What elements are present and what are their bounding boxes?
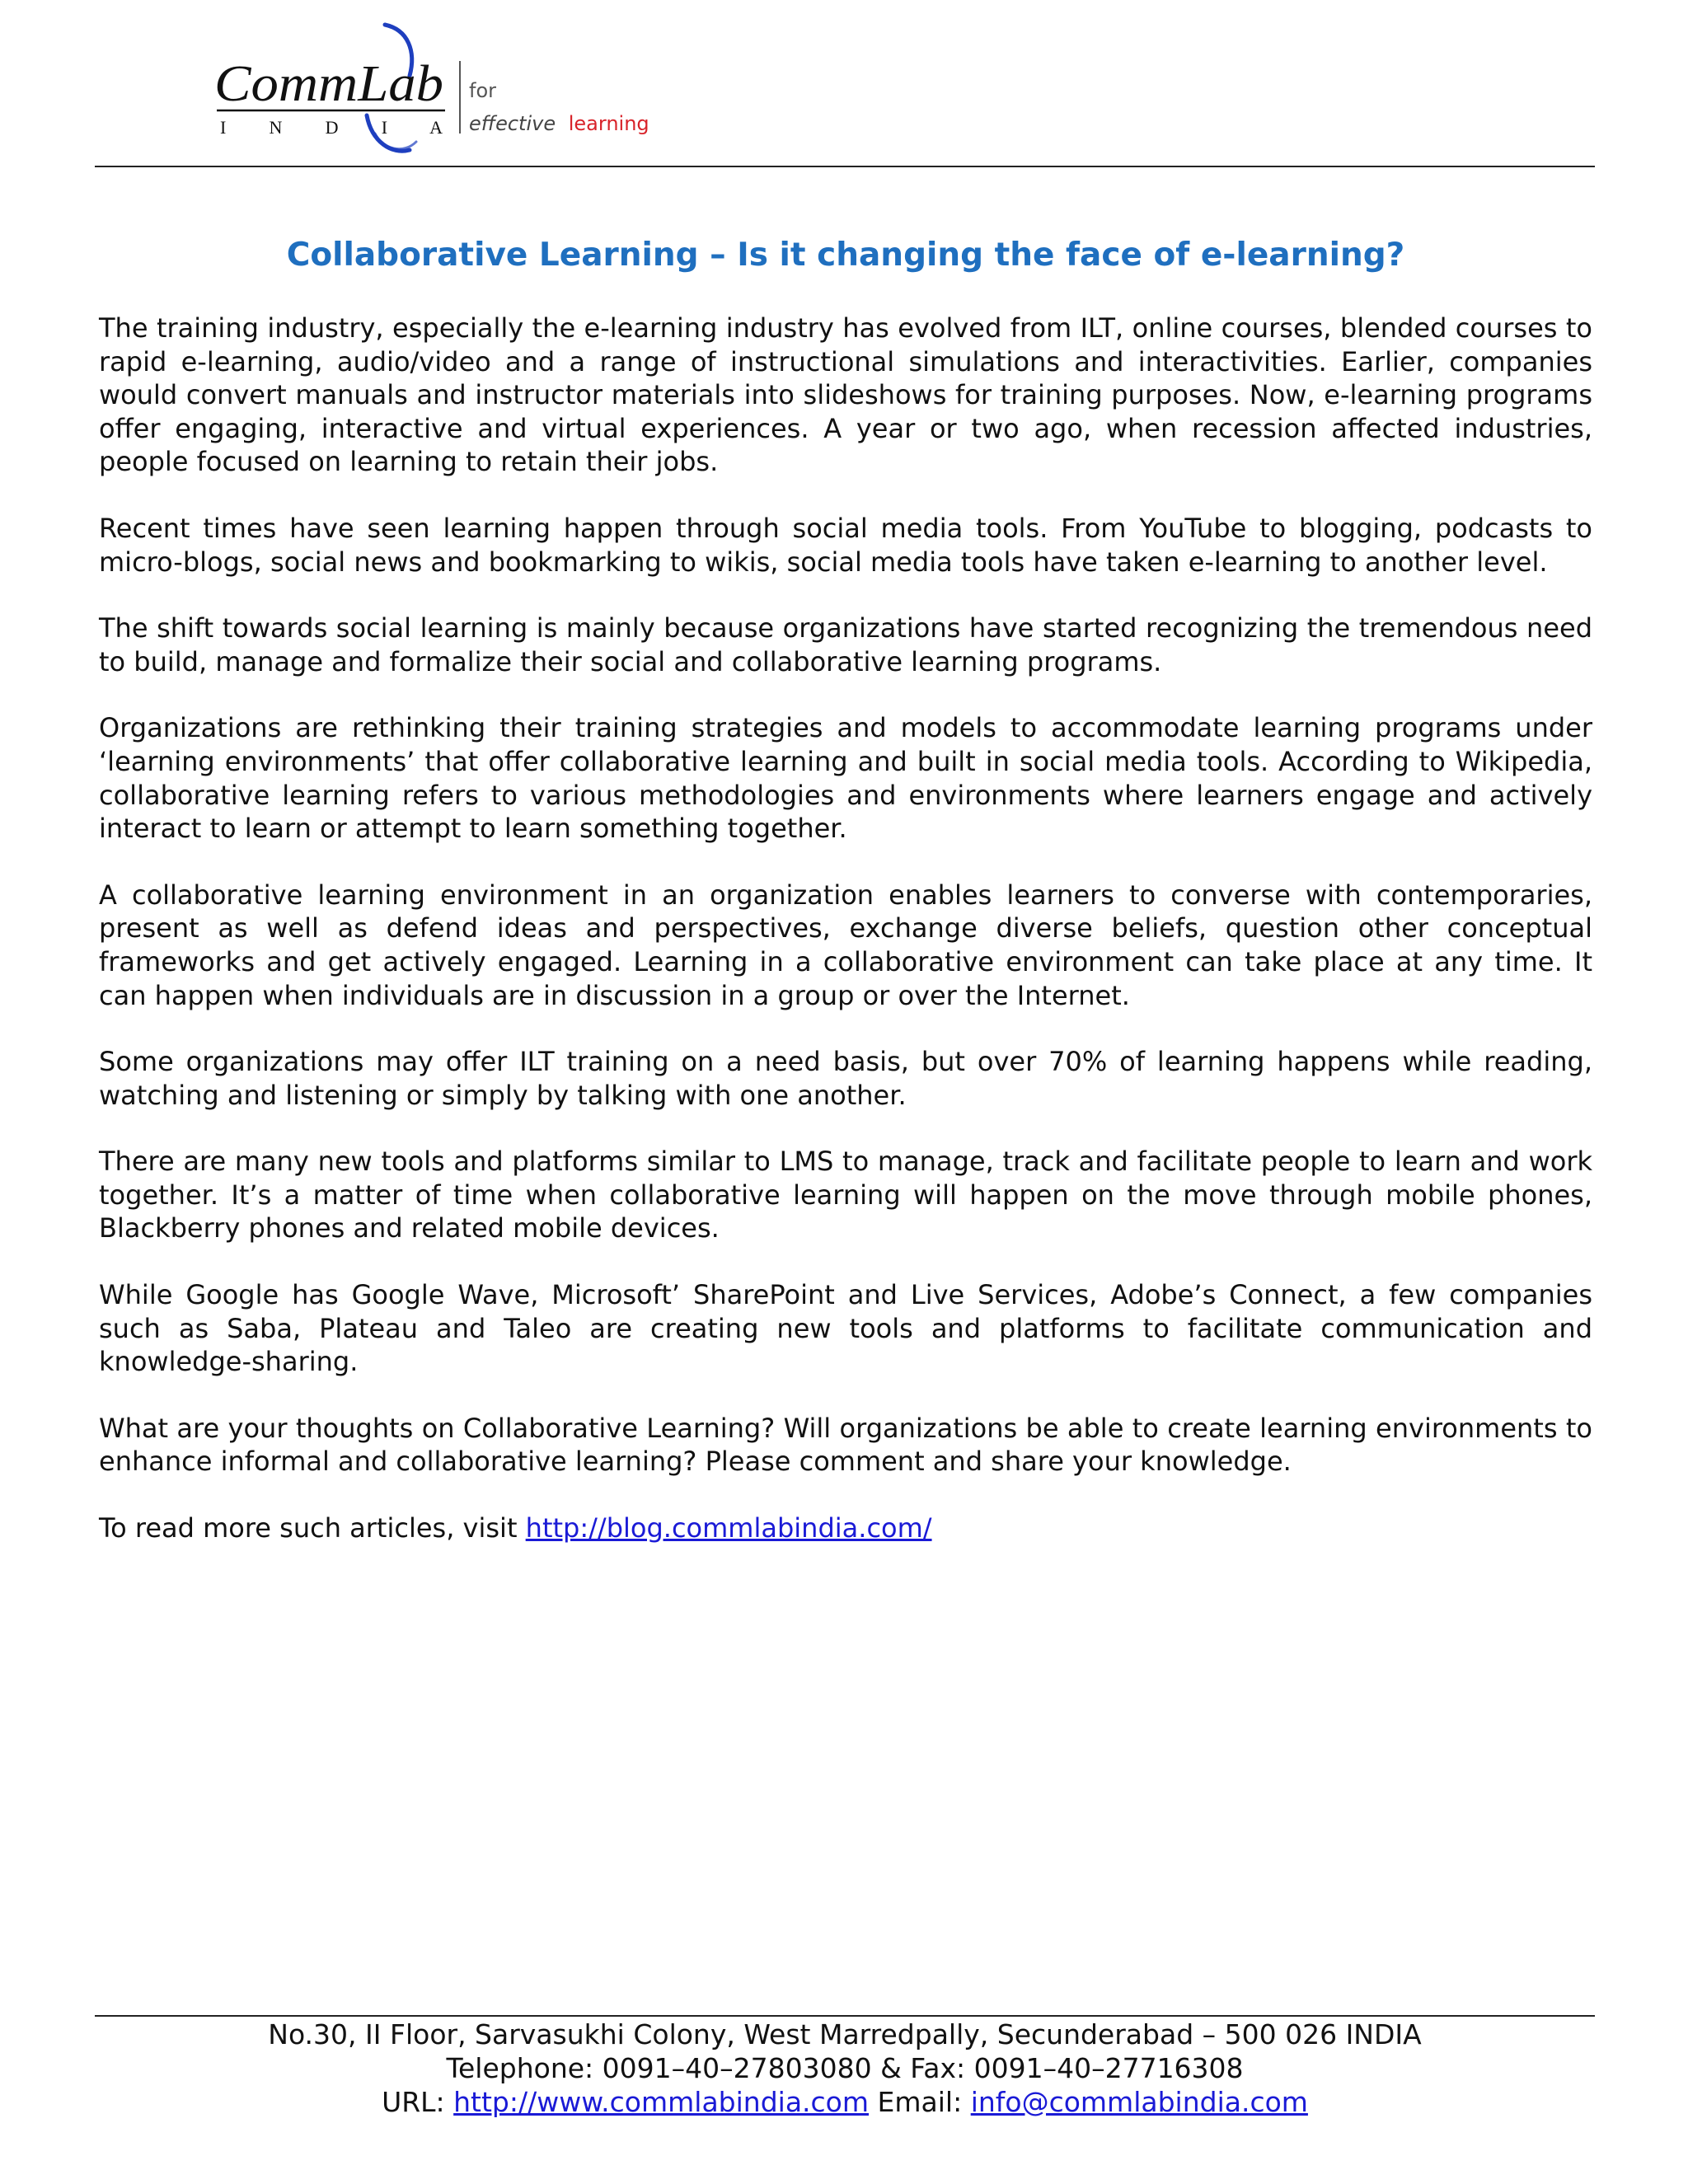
logo-country-text: I N D I A [220, 117, 443, 138]
footer-address: No.30, II Floor, Sarvasukhi Colony, West Marredpally, Secunderabad – 500 026 INDIA [268, 2018, 1422, 2050]
commlab-logo [120, 18, 649, 158]
page-footer [95, 2018, 1595, 2119]
logo-tagline-effective: effective [469, 112, 556, 135]
footer-email-label: Email: [869, 2086, 971, 2118]
footer-contact [95, 2085, 1595, 2119]
article-paragraph-9: What are your thoughts on Collaborative Learning? Will organizations be able to create learning environments to enhance informal and collaborative learning? Please comment and share your knowledge. [99, 1412, 1592, 1478]
footer-url-label: URL: [382, 2086, 454, 2118]
article-paragraph-5: A collaborative learning environment in an organization enables learners to converse with contemporaries, present as well as defend ideas and perspectives, exchange diverse beliefs, question other conceptual frameworks and get actively engaged. Learning in a collaborative environment can take place at any time. It can happen when individuals are in discussion in a group or over the Internet. [99, 879, 1592, 1011]
read-more-line [99, 1511, 1592, 1545]
website-link[interactable]: http://www.commlabindia.com [453, 2086, 870, 2118]
article-paragraph-8: While Google has Google Wave, Microsoft’ SharePoint and Live Services, Adobe’s Connect, a few companies such as Saba, Plateau and Taleo are creating new tools and platforms to facilitate communication and knowledge-sharing. [99, 1279, 1592, 1378]
blog-link[interactable]: http://blog.commlabindia.com/ [525, 1512, 932, 1544]
article-paragraph-1: The training industry, especially the e-learning industry has evolved from ILT, online courses, blended courses to rapid e-learning, audio/video and a range of instructional simulations and interactivities. Earlier, companies would convert manuals and instructor materials into slideshows for training purposes. Now, e-learning programs offer engaging, interactive and virtual experiences. A year or two ago, when recession affected industries, people focused on learning to retain their jobs. [99, 312, 1592, 478]
article-paragraph-4: Organizations are rethinking their training strategies and models to accommodate learning programs under ‘learning environments’ that offer collaborative learning and built in social media tools. According to Wikipedia, collaborative learning refers to various methodologies and environments where learners engage and actively interact to learn or attempt to learn something together. [99, 712, 1592, 845]
article-title: Collaborative Learning – Is it changing the face of e-learning? [286, 237, 1405, 274]
article-paragraph-7: There are many new tools and platforms similar to LMS to manage, track and facilitate people to learn and work together. It’s a matter of time when collaborative learning will happen on the move through mobile phones, Blackberry phones and related mobile devices. [99, 1146, 1592, 1244]
logo-brand-text: CommLab [214, 56, 443, 112]
svg-text:effective learning [469, 112, 649, 135]
article-paragraph-2: Recent times have seen learning happen through social media tools. From YouTube to blogging, podcasts to micro-blogs, social news and bookmarking to wikis, social media tools have taken e-learning to another level. [99, 512, 1592, 578]
footer-divider [95, 2015, 1595, 2017]
footer-phone: Telephone: 0091–40–27803080 & Fax: 0091–40–27716308 [446, 2052, 1244, 2084]
read-more-prefix: To read more such articles, visit [99, 1512, 526, 1544]
logo-tagline-learning: learning [568, 112, 649, 135]
email-link[interactable]: info@commlabindia.com [970, 2086, 1308, 2118]
logo-for-text: for [469, 79, 496, 102]
page-header [95, 0, 1595, 167]
article [99, 231, 1592, 1578]
article-paragraph-6: Some organizations may offer ILT training on a need basis, but over 70% of learning happens while reading, watching and listening or simply by talking with one another. [99, 1046, 1592, 1111]
article-paragraph-3: The shift towards social learning is mainly because organizations have started recognizing the tremendous need to build, manage and formalize their social and collaborative learning programs. [99, 612, 1592, 677]
header-divider [95, 166, 1595, 167]
